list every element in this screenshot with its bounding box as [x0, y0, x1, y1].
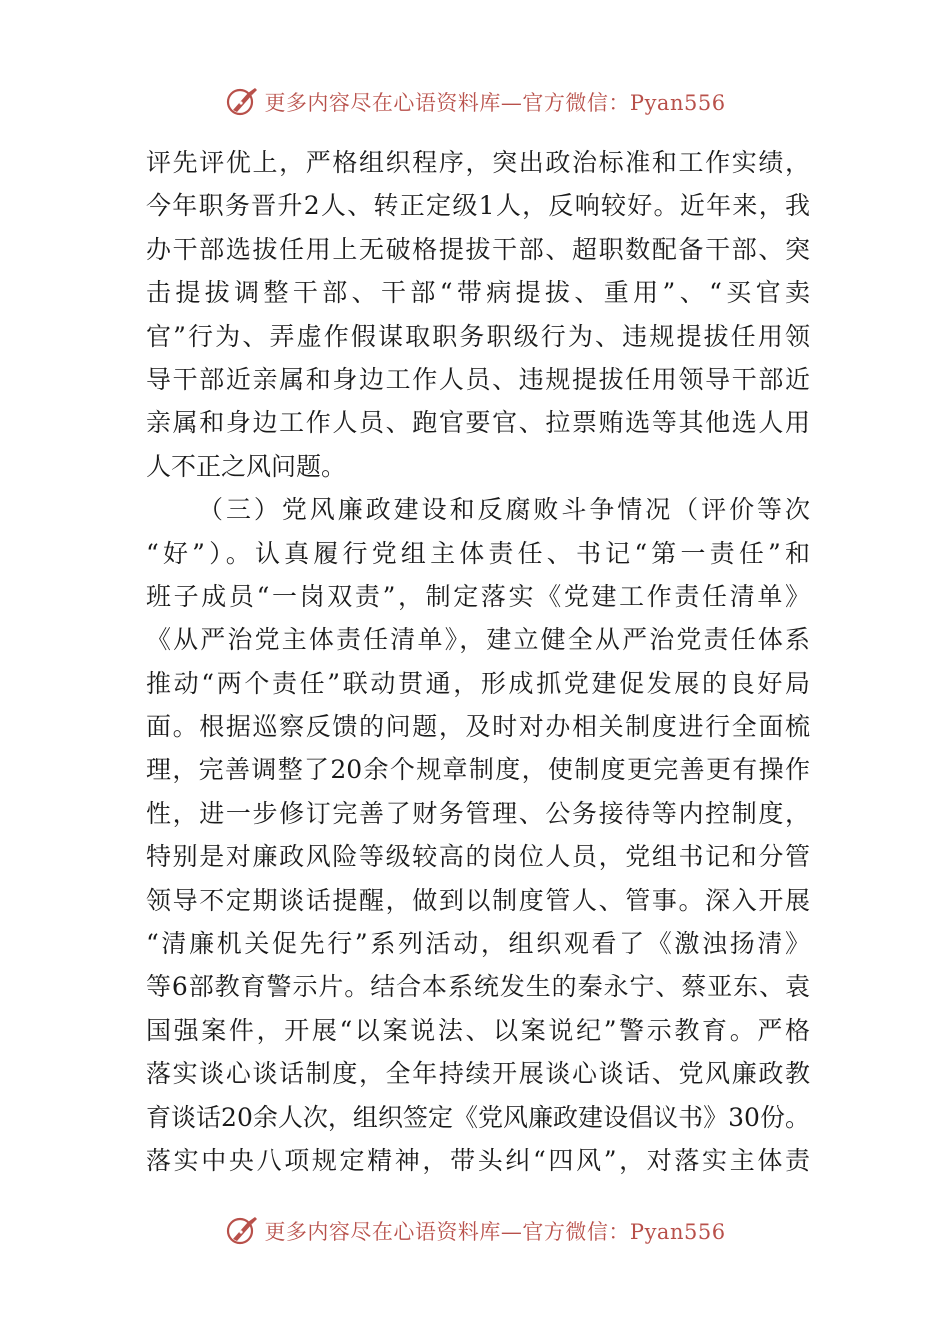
text-line: 领导不定期谈话提醒，做到以制度管人、管事。深入开展	[146, 885, 810, 915]
text-line: 亲属和身边工作人员、跑官要官、拉票贿选等其他选人用	[146, 408, 810, 438]
pen-nib-logo-icon	[224, 1213, 260, 1249]
text-line: 《从严治党主体责任清单》，建立健全从严治党责任体系	[146, 625, 810, 655]
text-line: 国强案件，开展“以案说法、以案说纪”警示教育。严格	[146, 1015, 810, 1045]
text-line: 特别是对廉政风险等级较高的岗位人员，党组书记和分管	[146, 842, 810, 872]
document-body	[146, 141, 810, 1182]
text-line: 导干部近亲属和身边工作人员、违规提拔任用领导干部近	[146, 364, 810, 394]
text-line: 官”行为、弄虚作假谋取职务职级行为、违规提拔任用领	[146, 321, 810, 351]
section-heading-line: （三）党风廉政建设和反腐败斗争情况（评价等次	[198, 495, 810, 525]
watermark-text: 更多内容尽在心语资料库—官方微信：Pyan556	[264, 91, 726, 115]
text-line: 等6部教育警示片。结合本系统发生的秦永宁、蔡亚东、袁	[146, 972, 810, 1002]
footer-watermark-banner	[0, 1211, 950, 1251]
text-line: 落实谈心谈话制度，全年持续开展谈心谈话、党风廉政教	[146, 1059, 810, 1089]
text-line: 办干部选拔任用上无破格提拔干部、超职数配备干部、突	[146, 234, 810, 264]
text-line: 育谈话20余人次，组织签定《党风廉政建设倡议书》30份。	[146, 1102, 810, 1132]
text-line: 今年职务晋升2人、转正定级1人，反响较好。近年来，我	[146, 191, 810, 221]
text-line: 落实中央八项规定精神，带头纠“四风”，对落实主体责	[146, 1145, 810, 1175]
text-line: 人不正之风问题。	[146, 451, 347, 481]
pen-nib-logo-icon	[224, 84, 260, 120]
text-line: 性，进一步修订完善了财务管理、公务接待等内控制度，	[146, 798, 810, 828]
text-line: 评先评优上，严格组织程序，突出政治标准和工作实绩，	[146, 148, 810, 177]
text-line: “清廉机关促先行”系列活动，组织观看了《激浊扬清》	[146, 929, 810, 959]
header-watermark-banner	[0, 82, 950, 122]
text-line: 班子成员“一岗双责”，制定落实《党建工作责任清单》	[146, 581, 810, 611]
text-line: “好”）。认真履行党组主体责任、书记“第一责任”和	[146, 538, 810, 568]
text-line: 理，完善调整了20余个规章制度，使制度更完善更有操作	[146, 755, 810, 785]
text-line: 击提拔调整干部、干部“带病提拔、重用”、“买官卖	[146, 278, 810, 308]
text-line: 面。根据巡察反馈的问题，及时对办相关制度进行全面梳	[146, 712, 810, 742]
text-line: 推动“两个责任”联动贯通，形成抓党建促发展的良好局	[146, 668, 810, 698]
watermark-text: 更多内容尽在心语资料库—官方微信：Pyan556	[264, 1220, 726, 1244]
